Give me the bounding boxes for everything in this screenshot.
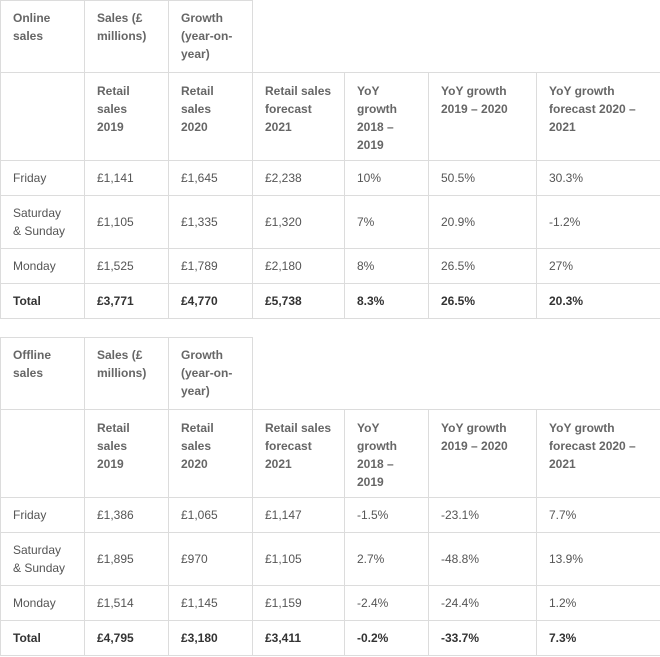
column-header-row [1,410,660,498]
table-cell: 7.3% [537,621,660,656]
table-cell: 20.3% [537,284,660,319]
row-label: Friday [1,161,85,196]
table-cell: 30.3% [537,161,660,196]
table-cell: 50.5% [429,161,537,196]
table-cell: £1,525 [85,249,169,284]
column-header: Retail sales forecast 2021 [253,73,345,161]
table-cell: £1,335 [169,196,253,249]
column-header: YoY growth forecast 2020 – 2021 [537,73,660,161]
table-cell: £1,386 [85,498,169,533]
table-cell: £1,105 [85,196,169,249]
column-header: YoY growth forecast 2020 – 2021 [537,410,660,498]
table-cell: £1,789 [169,249,253,284]
column-header: Retail sales 2019 [85,73,169,161]
row-label: Saturday & Sunday [1,196,85,249]
table-row [1,161,660,196]
table-header-row [1,1,660,73]
growth-group-header: Growth (year-on-year) [169,338,253,410]
table-cell: -33.7% [429,621,537,656]
total-row [1,284,660,319]
table-cell: -2.4% [345,586,429,621]
column-header: Retail sales forecast 2021 [253,410,345,498]
column-header: Retail sales 2020 [169,410,253,498]
table-cell: -24.4% [429,586,537,621]
table-cell: 8% [345,249,429,284]
column-header-row [1,73,660,161]
growth-group-header: Growth (year-on-year) [169,1,253,73]
table-row [1,533,660,586]
table-cell: 2.7% [345,533,429,586]
column-header-empty [1,73,85,161]
table-cell: 8.3% [345,284,429,319]
table-cell: 1.2% [537,586,660,621]
table-cell: £1,065 [169,498,253,533]
row-label: Monday [1,586,85,621]
row-label: Monday [1,249,85,284]
table-cell: 26.5% [429,284,537,319]
table-row [1,249,660,284]
header-blank-area [253,1,660,73]
table-cell: -48.8% [429,533,537,586]
table-cell: 10% [345,161,429,196]
table-cell: £4,795 [85,621,169,656]
table-cell: 27% [537,249,660,284]
row-label: Total [1,284,85,319]
table-cell: £2,238 [253,161,345,196]
column-header-empty [1,410,85,498]
table-cell: £1,514 [85,586,169,621]
row-label: Friday [1,498,85,533]
sales-table [0,0,660,319]
column-header: YoY growth 2019 – 2020 [429,73,537,161]
sales-group-header: Sales (£ millions) [85,1,169,73]
table-cell: £970 [169,533,253,586]
table-row [1,196,660,249]
table-cell: £1,105 [253,533,345,586]
table-cell: £2,180 [253,249,345,284]
sales-table [0,337,660,656]
table-cell: £3,771 [85,284,169,319]
header-blank-area [253,338,660,410]
table-cell: -0.2% [345,621,429,656]
column-header: YoY growth 2019 – 2020 [429,410,537,498]
table-cell: 13.9% [537,533,660,586]
table-cell: £3,180 [169,621,253,656]
table-row [1,586,660,621]
sales-group-header: Sales (£ millions) [85,338,169,410]
table-cell: £1,895 [85,533,169,586]
column-header: Retail sales 2020 [169,73,253,161]
table-cell: £5,738 [253,284,345,319]
table-cell: £1,320 [253,196,345,249]
table-cell: -23.1% [429,498,537,533]
table-cell: £1,141 [85,161,169,196]
table-cell: £4,770 [169,284,253,319]
table-cell: £1,159 [253,586,345,621]
table-cell: 7% [345,196,429,249]
total-row [1,621,660,656]
table-cell: £1,145 [169,586,253,621]
column-header: YoY growth 2018 – 2019 [345,73,429,161]
table-cell: £3,411 [253,621,345,656]
table-cell: £1,645 [169,161,253,196]
table-title: Offline sales [1,338,85,410]
column-header: Retail sales 2019 [85,410,169,498]
table-cell: -1.2% [537,196,660,249]
row-label: Total [1,621,85,656]
table-title: Online sales [1,1,85,73]
table-cell: 26.5% [429,249,537,284]
table-cell: 20.9% [429,196,537,249]
table-cell: 7.7% [537,498,660,533]
column-header: YoY growth 2018 – 2019 [345,410,429,498]
table-row [1,498,660,533]
table-cell: -1.5% [345,498,429,533]
table-header-row [1,338,660,410]
table-cell: £1,147 [253,498,345,533]
row-label: Saturday & Sunday [1,533,85,586]
